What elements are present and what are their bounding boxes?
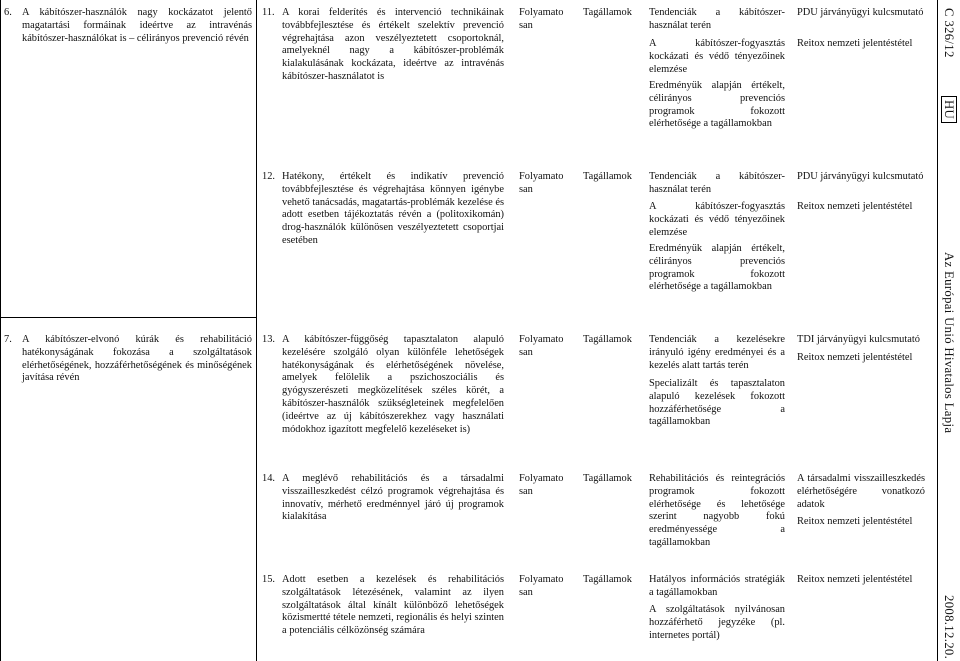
responsible-cell: Tagállamok [583,334,632,345]
instrument-item: Reitox nemzeti jelentéstétel [797,516,913,527]
indicator-item: Specializált és tapasztalaton alapuló kezelések fokozott hozzáférhetősége a tagállamokban [649,378,785,428]
action-number: 12. [262,171,275,182]
language-code-box: HU [941,96,957,123]
action-number: 13. [262,334,275,345]
timeframe-cell: Folyamatosan [519,7,564,31]
indicator-item: A kábítószer-fogyasztás kockázati és védő tényezőinek elemzése [649,38,785,75]
instrument-item: PDU járványügyi kulcsmutató [797,171,924,182]
indicator-item: A kábítószer-fogyasztás kockázati és védő tényezőinek elemzése [649,201,785,238]
indicator-item: Eredményük alapján értékelt, célirányos prevenciós programok fokozott elérhetősége a tagállamokban [649,243,785,293]
action-text: A korai felderítés és intervenció technikáinak továbbfejlesztése és értékelt szelektív prevenció végrehajtása azon veszélyeztetett csoportoknál, amelyeknél nagy a kábítószer-problémák kialakulásának kockázata, ideértve az intravénás kábítószer-használatot is [282,7,504,82]
indicator-item: Tendenciák a kezelésekre irányuló igény eredményei és a kezelés alatt tartás terén [649,334,785,371]
language-code [941,96,956,123]
action-number: 14. [262,473,275,484]
indicator-item: Eredményük alapján értékelt, célirányos prevenciós programok fokozott elérhetősége a tagállamokban [649,80,785,130]
action-text: A kábítószer-függőség tapasztalaton alapuló kezelésére szolgáló olyan különféle lehetőségek hatékonyságának és elérhetőségének növelése, amelyek felölelik a pszichoszociális és gyógyszerészeti megközelítések széles körét, a kábítószer-használók szükségleteinek megfelelően (ideértve az új kábítószerekhez vagy használati módokhoz igazított megfelelő kezeléseket is) [282,334,504,435]
publication-date: 2008.12.20. [942,595,956,660]
objective-number: 7. [4,334,12,345]
objective-text: A kábítószer-használók nagy kockázatot jelentő magatartási formáinak ideértve az intravénás kábítószer-használókat is – célirányos prevenció révén [22,7,252,44]
publication-title: Az Európai Unió Hivatalos Lapja [942,252,956,434]
instrument-item: Reitox nemzeti jelentéstétel [797,201,913,212]
action-number: 15. [262,574,275,585]
objective-text: A kábítószer-elvonó kúrák és rehabilitáció hatékonyságának fokozása a szolgáltatások elérhetőségének, hozzáférhetőségének és minőségének javítása révén [22,334,252,384]
timeframe-cell: Folyamatosan [519,171,564,195]
responsible-cell: Tagállamok [583,574,632,585]
indicator-item: Tendenciák a kábítószer-használat terén [649,171,785,195]
action-text: A meglévő rehabilitációs és a társadalmi visszailleszkedést célzó programok végrehajtása és innovatív, mérhető eredménnyel járó új programok kialakítása [282,473,504,523]
instrument-item: Reitox nemzeti jelentéstétel [797,38,913,49]
timeframe-cell: Folyamatosan [519,574,564,598]
action-number: 11. [262,7,275,18]
responsible-cell: Tagállamok [583,171,632,182]
timeframe-cell: Folyamatosan [519,473,564,497]
indicator-item: A szolgáltatások nyilvánosan hozzáférhető jegyzéke (pl. internetes portál) [649,604,785,641]
document-reference: C 326/12 [942,8,956,58]
instrument-item: PDU járványügyi kulcsmutató [797,7,924,18]
column-rule-sidebar [937,0,938,661]
objective-number: 6. [4,7,12,18]
instrument-item: A társadalmi visszailleszkedés elérhetőségére vonatkozó adatok [797,473,925,510]
column-rule-objective [256,0,257,661]
action-text: Adott esetben a kezelések és rehabilitációs szolgáltatások létezésének, valamint az ilyen szolgáltatások által kínált különböző lehetőségek közismertté tétele nemzeti, regionális és helyi szinten a potenciális célközönség számára [282,574,504,637]
instrument-item: Reitox nemzeti jelentéstétel [797,352,913,363]
action-text: Hatékony, értékelt és indikatív prevenció továbbfejlesztése és végrehajtása könnyen igénybe vehető tanácsadás, magatartás-problémák kezelése és adott esetben tájékoztatás révén a (politoxikomán) drog-használók különösen veszélyeztetett csoportjai esetében [282,171,504,246]
responsible-cell: Tagállamok [583,7,632,18]
column-rule-left [0,0,1,661]
row-rule-objectives [0,317,256,318]
indicator-item: Hatályos információs stratégiák a tagállamokban [649,574,785,598]
instrument-item: Reitox nemzeti jelentéstétel [797,574,913,585]
indicator-item: Rehabilitációs és reintegrációs programok fokozott elérhetősége és lehetősége szerint nagyobb fokú eredményessége a tagállamokban [649,473,785,548]
timeframe-cell: Folyamatosan [519,334,564,358]
instrument-item: TDI járványügyi kulcsmutató [797,334,920,345]
responsible-cell: Tagállamok [583,473,632,484]
indicator-item: Tendenciák a kábítószer-használat terén [649,7,785,31]
